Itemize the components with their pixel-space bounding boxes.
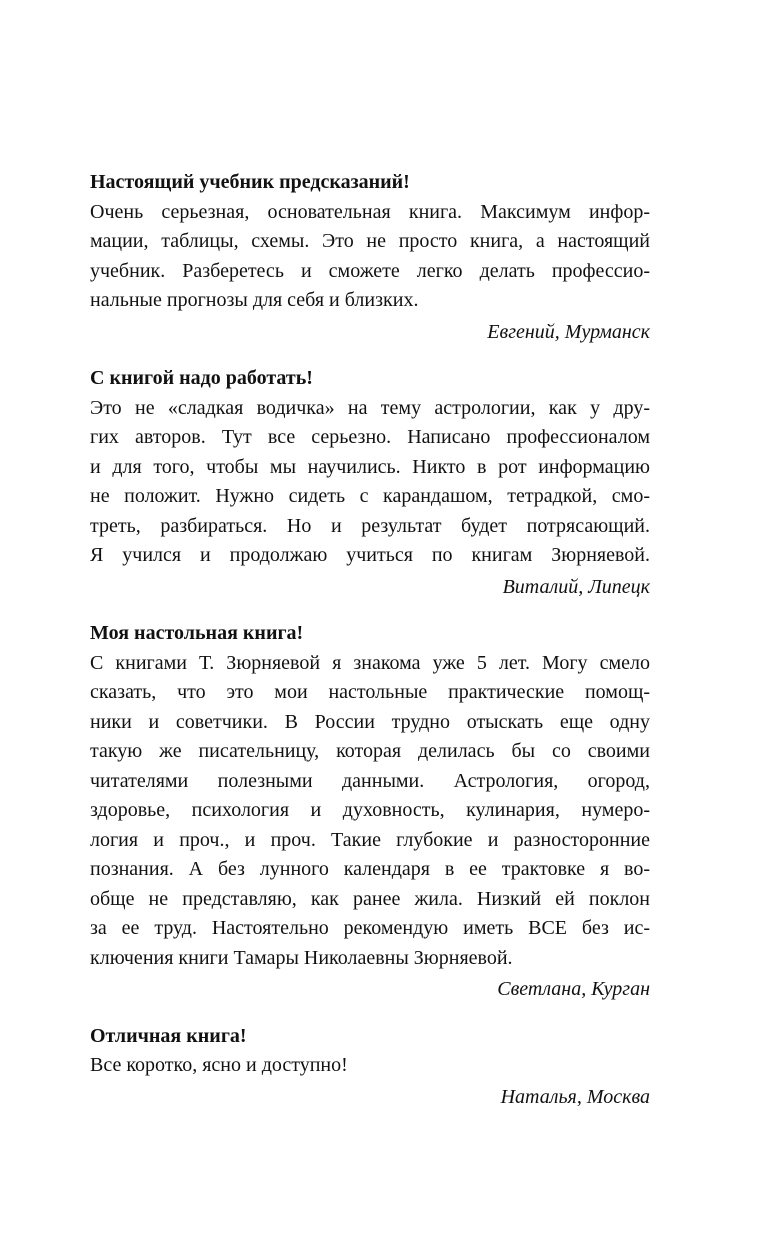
review-text-line: нальные прогнозы для себя и близких. bbox=[90, 289, 419, 311]
review-text-line: учебник. Разберетесь и сможете легко делать профессио- bbox=[90, 259, 650, 282]
review-title: С книгой надо работать! bbox=[90, 367, 313, 389]
review-text-line: сказать, что это мои настольные практические помощ- bbox=[90, 681, 650, 703]
review-text-line: ключения книги Тамары Николаевны Зюрняевой. bbox=[90, 946, 513, 969]
review-text-line: познания. А без лунного календаря в ее трактовке я во- bbox=[90, 858, 650, 880]
review-author: Виталий, Липецк bbox=[502, 575, 650, 598]
review-text-line: треть, разбираться. Но и результат будет потрясающий. bbox=[90, 514, 650, 537]
review-1 bbox=[90, 168, 650, 347]
review-text-line: Это не «сладкая водичка» на тему астрологии, как у дру- bbox=[90, 396, 650, 419]
review-text-line: здоровье, психология и духовность, кулинария, нумеро- bbox=[90, 799, 650, 821]
review-text-line: обще не представляю, как ранее жила. Низкий ей поклон bbox=[90, 887, 650, 910]
review-text-line: не положит. Нужно сидеть с карандашом, тетрадкой, смо- bbox=[90, 485, 650, 507]
review-text-line: Очень серьезная, основательная книга. Максимум инфор- bbox=[90, 200, 650, 223]
review-author: Евгений, Мурманск bbox=[487, 320, 650, 343]
review-text-line: мации, таблицы, схемы. Это не просто книга, а настоящий bbox=[90, 230, 650, 252]
review-text-line: С книгами Т. Зюрняевой я знакома уже 5 лет. Могу смело bbox=[90, 651, 650, 674]
review-text-line: читателями полезными данными. Астрология, огород, bbox=[90, 769, 650, 792]
review-title: Отличная книга! bbox=[90, 1024, 247, 1047]
review-text-line: гих авторов. Тут все серьезно. Написано профессионалом bbox=[90, 426, 650, 448]
review-text-line: и для того, чтобы мы научились. Никто в рот информацию bbox=[90, 455, 650, 478]
review-text-line: такую же писательницу, которая делилась бы со своими bbox=[90, 740, 650, 762]
page-content bbox=[90, 168, 650, 1112]
review-3 bbox=[90, 619, 650, 1005]
review-text-line: Я учился и продолжаю учиться по книгам Зюрняевой. bbox=[90, 544, 650, 566]
review-author: Наталья, Москва bbox=[500, 1085, 650, 1108]
review-text-line: логия и проч., и проч. Такие глубокие и разносторонние bbox=[90, 828, 650, 851]
review-title: Настоящий учебник предсказаний! bbox=[90, 171, 410, 193]
review-2 bbox=[90, 364, 650, 602]
review-author: Светлана, Курган bbox=[497, 978, 650, 1000]
review-4 bbox=[90, 1022, 650, 1113]
review-title: Моя настольная книга! bbox=[90, 622, 304, 644]
review-text-line: за ее труд. Настоятельно рекомендую иметь ВСЕ без ис- bbox=[90, 917, 650, 939]
review-text-line: ники и советчики. В России трудно отыскать еще одну bbox=[90, 710, 650, 733]
review-text-line: Все коротко, ясно и доступно! bbox=[90, 1054, 348, 1076]
